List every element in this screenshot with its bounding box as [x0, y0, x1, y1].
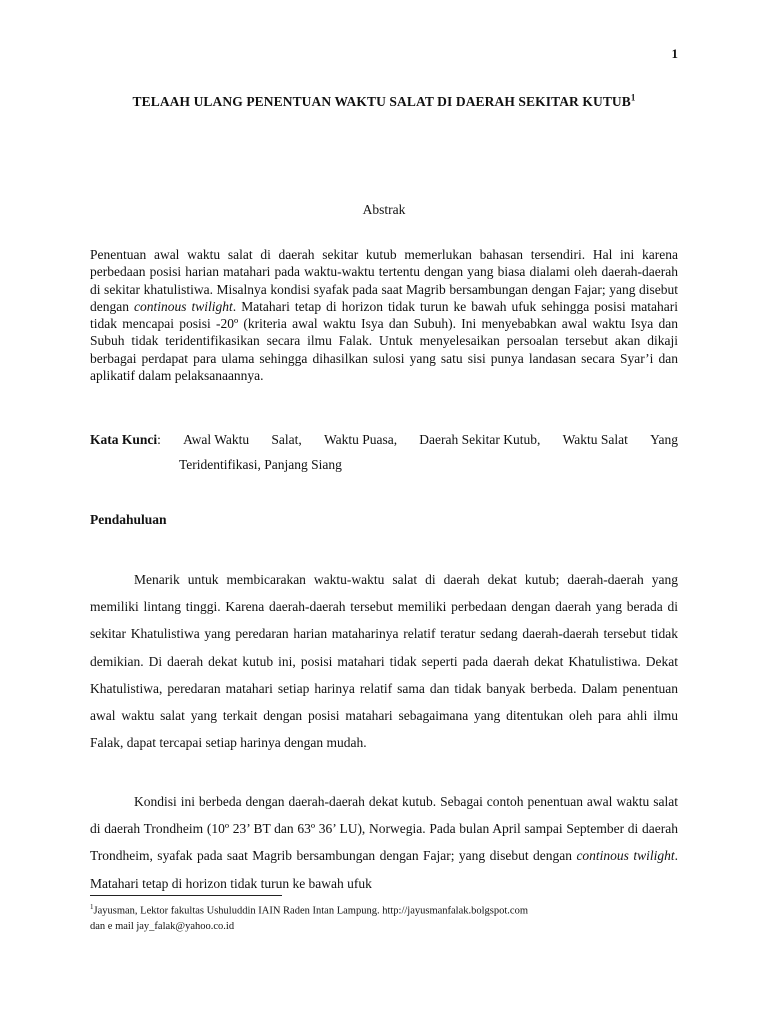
para2-text-part2: . Matahari tetap di horizon tidak turun ke bawah ufuk [90, 848, 678, 891]
abstract-text-part1: Penentuan awal waktu salat di daerah sekitar kutub memerlukan bahasan tersendiri. Hal ini karena perbedaan posisi harian matahari pada waktu-waktu tertentu dengan yang biasa dialami oleh daerah-daerah di sekitar khatulistiwa. Misalnya kondisi syafak pada saat Magrib bersambungan dengan Fajar; yang disebut dengan [90, 247, 678, 314]
keyword-item: Awal Waktu [183, 432, 250, 447]
abstract-italic-term: continous twilight [134, 298, 233, 314]
footnote-divider [90, 895, 282, 896]
para2-italic-term: continous twilight [576, 848, 675, 864]
footnote-mark: 1 [90, 903, 94, 911]
section-heading: Pendahuluan [90, 512, 167, 527]
keyword-item: Waktu Puasa, [323, 432, 398, 447]
keywords-block [90, 432, 678, 473]
keyword-item: Salat, [271, 432, 302, 447]
keyword-item: Daerah Sekitar Kutub, [419, 432, 541, 447]
abstract-text-part2: . Matahari tetap di horizon tidak turun ke bawah ufuk sehingga posisi matahari tidak mencapai posisi -20º (kriteria awal waktu Isya dan Subuh). Ini menyebabkan awal waktu Isya dan Subuh tidak teridentifikasikan secara ilmu Falak. Untuk menyelesaikan persoalan tersebut akan dikaji berbagai perdapat para ulama sehingga dihasilkan sulosi yang satu sisi punya landasan secara Syar’i dan aplikatif dalam pelaksanaannya. [90, 298, 679, 384]
page-number: 1 [671, 46, 678, 61]
title-footnote-mark[interactable]: 1 [630, 92, 636, 103]
body-paragraph-2 [90, 788, 678, 897]
footnote-text-1: Jayusman, Lektor fakultas Ushuluddin IAIN Raden Intan Lampung. http://jayusmanfalak.bolgspot.com [93, 905, 528, 917]
footnote [90, 900, 678, 934]
keywords-label-group [90, 432, 161, 448]
keywords-separator: : [157, 432, 161, 447]
document-title [90, 94, 678, 110]
abstract-heading: Abstrak [362, 202, 406, 217]
footnote-line-2: dan e mail jay_falak@yahoo.co.id [90, 920, 235, 932]
keywords-label: Kata Kunci [90, 432, 158, 447]
title-text: TELAAH ULANG PENENTUAN WAKTU SALAT DI DAERAH SEKITAR KUTUB [132, 94, 631, 109]
keyword-item: Waktu Salat [562, 432, 628, 447]
abstract-body [90, 246, 678, 384]
keywords-line-2: Teridentifikasi, Panjang Siang [179, 457, 342, 472]
keyword-item: Yang [650, 432, 678, 447]
footnote-line-1 [90, 900, 678, 919]
body-paragraph-1: Menarik untuk membicarakan waktu-waktu salat di daerah dekat kutub; daerah-daerah yang memiliki lintang tinggi. Karena daerah-daerah tersebut memiliki perbedaan dengan daerah yang berada di sekitar Khatulistiwa yang peredaran harian mataharinya relatif teratur sedang daerah-daerah tersebut tidak demikian. Di daerah dekat kutub ini, posisi matahari tidak seperti pada daerah dekat Khatulistiwa. Dekat Khatulistiwa, peredaran matahari setiap harinya relatif sama dan tidak banyak berbeda. Dalam penentuan awal waktu salat yang terkait dengan posisi matahari sebagaimana yang ditentukan oleh para ahli ilmu Falak, dapat tercapai setiap harinya dengan mudah. [90, 572, 678, 751]
para2-text-part1: Kondisi ini berbeda dengan daerah-daerah dekat kutub. Sebagai contoh penentuan awal waktu salat di daerah Trondheim (10º 23’ BT dan 63º 36’ LU), Norwegia. Pada bulan April sampai September di daerah Trondheim, syafak pada saat Magrib bersambungan dengan Fajar; yang disebut dengan [90, 794, 678, 864]
keywords-line-1 [90, 432, 678, 448]
